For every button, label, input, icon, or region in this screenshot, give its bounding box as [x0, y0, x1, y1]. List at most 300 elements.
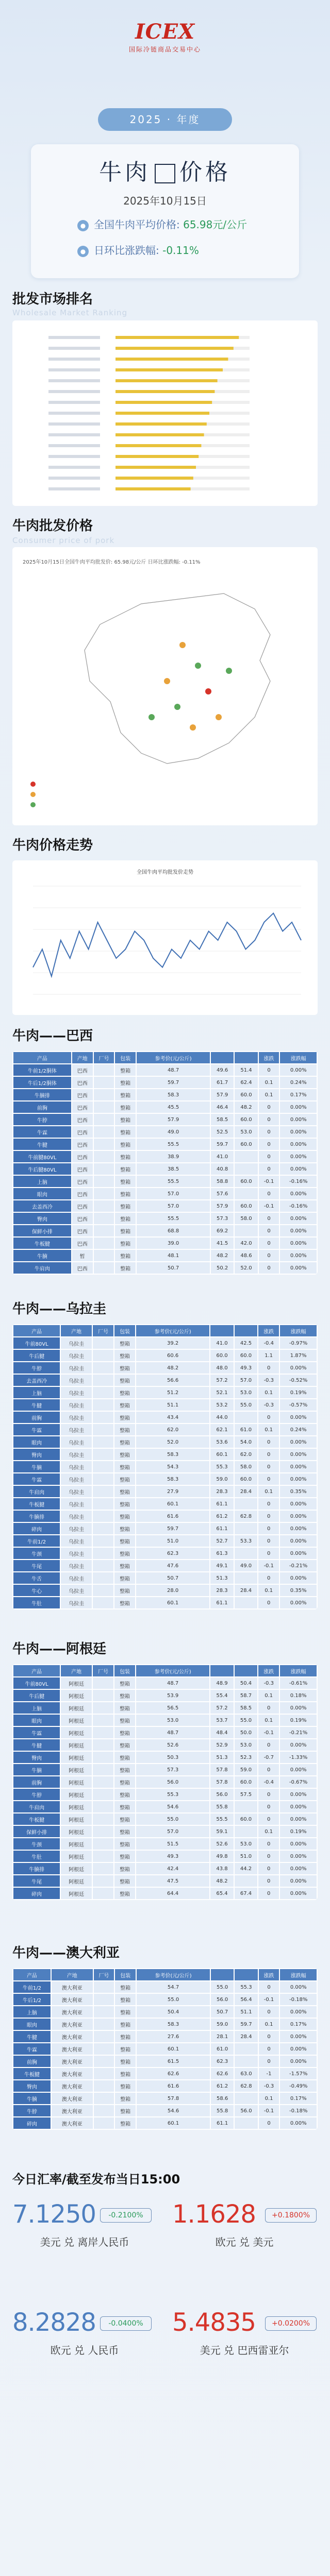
table-cell: 整箱 [115, 1077, 136, 1088]
table-cell: 55.0 [211, 1981, 234, 1993]
table-cell: 0 [258, 1851, 279, 1862]
table-cell [235, 1826, 257, 1837]
table-cell: 1.87% [280, 1350, 317, 1361]
table-cell: 50.7 [211, 2006, 234, 2018]
table-cell: 阿根廷 [61, 1814, 92, 1825]
table-cell: 49.3 [136, 1851, 209, 1862]
table-cell [235, 2117, 257, 2129]
rank-label-placeholder [48, 444, 100, 447]
table-cell: 57.3 [136, 1764, 209, 1775]
table-cell: -0.1 [258, 1727, 279, 1738]
argentina-table-panel [12, 1664, 318, 1900]
table-cell: 整箱 [115, 1225, 136, 1236]
table-cell: 整箱 [114, 1337, 135, 1349]
table-cell: 39.2 [136, 1337, 209, 1349]
table-cell: 整箱 [115, 1188, 136, 1199]
table-cell: 60.0 [235, 1350, 257, 1361]
table-cell: 55.3 [210, 1461, 233, 1472]
table-cell: 41.5 [211, 1238, 234, 1249]
table-cell: 61.2 [211, 2080, 234, 2092]
table-cell: 54.0 [235, 1436, 257, 1448]
table-cell: 0 [259, 1101, 279, 1113]
table-row [13, 1375, 317, 1386]
table-cell: 阿根廷 [61, 1677, 92, 1689]
table-header: 涨跌幅 [280, 1665, 317, 1676]
table-cell: 60.1 [136, 1498, 209, 1510]
table-cell [94, 2117, 114, 2129]
table-cell: 牛腱 [13, 1739, 60, 1751]
table-cell [93, 1888, 113, 1899]
table-cell: 牛肩肉 [13, 1801, 60, 1812]
table-cell: 28.3 [210, 1585, 233, 1596]
table-cell: 0.24% [280, 1077, 317, 1088]
table-cell: 54.6 [136, 1801, 209, 1812]
table-cell: 整箱 [114, 1362, 135, 1374]
table-cell [235, 1548, 257, 1559]
table-cell: 0.00% [280, 1412, 317, 1423]
table-cell: 眼肉 [13, 1715, 60, 1726]
table-cell: 57.2 [210, 1702, 233, 1714]
table-cell: 澳大利亚 [52, 2068, 93, 2079]
table-cell: 62.4 [235, 1077, 257, 1088]
table-row [13, 1511, 317, 1522]
table-row [13, 1851, 317, 1862]
table-cell: 53.2 [210, 1399, 233, 1411]
fx-change: +0.0200% [265, 2316, 317, 2331]
table-row [13, 1994, 317, 2005]
table-cell: 澳大利亚 [52, 2093, 93, 2104]
table-cell: 整箱 [114, 1449, 135, 1460]
table-cell: 48.7 [137, 1064, 210, 1076]
table-header: 厂号 [94, 1969, 114, 1980]
table-cell: 49.0 [137, 1126, 210, 1138]
table-cell: 0 [258, 1801, 279, 1812]
table-cell: 44.0 [210, 1412, 233, 1423]
table-cell: 牛尾 [13, 1560, 60, 1571]
logo-mark: ICEX [135, 20, 195, 44]
table-cell: 68.8 [137, 1225, 210, 1236]
table-cell: 62.6 [137, 2068, 210, 2079]
table-cell: -0.67% [280, 1776, 317, 1788]
report-date: 2025年10月15日 [123, 195, 207, 207]
fx-label: 美元 兑 离岸人民币 [40, 2236, 129, 2248]
table-cell: 51.0 [136, 1535, 209, 1547]
rank-label-placeholder [48, 347, 100, 350]
table-cell [94, 1981, 114, 1993]
table-cell: 0.1 [258, 1715, 279, 1726]
table-cell [93, 1702, 113, 1714]
table-cell: 整箱 [115, 1262, 136, 1274]
table-cell [93, 1585, 113, 1596]
table-cell: 牛霖 [13, 2043, 51, 2055]
rank-label-placeholder [48, 336, 100, 339]
table-cell: 整箱 [114, 1548, 135, 1559]
table-cell: 整箱 [114, 1888, 135, 1899]
table-cell: 0.00% [280, 2056, 317, 2067]
table-cell: 0.00% [280, 1875, 317, 1887]
info-dot-icon: ● [77, 220, 89, 231]
table-cell: 49.6 [211, 1064, 234, 1076]
table-cell: 40.8 [211, 1163, 234, 1175]
table-cell: 整箱 [115, 2093, 136, 2104]
table-cell: 55.4 [210, 1690, 233, 1701]
table-cell: 51.3 [210, 1572, 233, 1584]
table-cell: 61.6 [137, 2080, 210, 2092]
table-cell: 51.4 [235, 1064, 257, 1076]
table-cell: 0.19% [280, 1715, 317, 1726]
table-cell: 55.8 [210, 1801, 233, 1812]
table-header: 产地 [52, 1969, 93, 1980]
table-cell: -0.21% [280, 1727, 317, 1738]
table-cell: 阿根廷 [61, 1727, 92, 1738]
table-header: 涨跌幅 [280, 1052, 317, 1063]
table-cell: 牛心 [13, 1585, 60, 1596]
table-cell: 55.5 [137, 1176, 210, 1187]
table-cell: 牛腩 [13, 1461, 60, 1472]
table-cell: 0 [259, 1126, 279, 1138]
summary-card [31, 144, 299, 278]
table-cell: 牛前1/2胴体 [13, 1064, 71, 1076]
table-cell: 0 [258, 1814, 279, 1825]
table-cell: 乌拉圭 [61, 1486, 92, 1497]
table-cell: 整箱 [115, 2031, 136, 2042]
table-cell: 0 [258, 1436, 279, 1448]
rank-bar [116, 401, 212, 404]
section-title-ranking: 批发市场排名 [12, 292, 93, 307]
table-cell: 39.0 [137, 1238, 210, 1249]
table-cell: 澳大利亚 [52, 1994, 93, 2005]
table-cell: 61.6 [136, 1511, 209, 1522]
table-row [13, 1498, 317, 1510]
table-row [13, 1399, 317, 1411]
table-cell: 阿根廷 [61, 1776, 92, 1788]
table-cell: 0.35% [280, 1585, 317, 1596]
table-cell: 牛前1/2 [13, 1535, 60, 1547]
table-header [211, 1969, 234, 1980]
table-row [13, 1838, 317, 1850]
table-cell: 0.00% [280, 1114, 317, 1125]
table-cell: 0.00% [280, 1213, 317, 1224]
table-cell [94, 1250, 114, 1261]
table-cell: 整箱 [115, 1114, 136, 1125]
table-cell: 27.9 [136, 1486, 209, 1497]
table-cell: 整箱 [115, 1994, 136, 2005]
table-row [13, 1776, 317, 1788]
table-cell: 58.5 [211, 1114, 234, 1125]
table-cell: 去盖西冷 [13, 1375, 60, 1386]
table-cell: -0.57% [280, 1399, 317, 1411]
table-cell [93, 1814, 113, 1825]
table-cell [94, 1262, 114, 1274]
table-cell: 0 [259, 1981, 279, 1993]
fx-box [12, 2308, 157, 2360]
uruguay-table-panel [12, 1324, 318, 1609]
table-cell: 56.4 [235, 1994, 257, 2005]
table-cell: 整箱 [114, 1461, 135, 1472]
table-cell: 整箱 [114, 1511, 135, 1522]
table-cell: 50.7 [137, 1262, 210, 1274]
table-cell: 27.6 [137, 2031, 210, 2042]
rank-label-placeholder [48, 401, 100, 404]
table-cell: 60.1 [136, 1597, 209, 1608]
table-cell: 0.00% [280, 1461, 317, 1472]
table-cell: 阿根廷 [61, 1752, 92, 1763]
table-cell: -0.49% [280, 2080, 317, 2092]
table-cell: 0.1 [258, 1424, 279, 1435]
table-cell: 0.17% [280, 2019, 317, 2030]
table-cell: 47.5 [136, 1875, 209, 1887]
table-cell [94, 1064, 114, 1076]
table-cell: 整箱 [115, 2006, 136, 2018]
table-cell: 整箱 [115, 2080, 136, 2092]
table-cell [93, 1523, 113, 1534]
table-cell: 整箱 [114, 1690, 135, 1701]
table-row [13, 2031, 317, 2042]
table-cell: 64.4 [136, 1888, 209, 1899]
table-cell: -0.18% [280, 2105, 317, 2116]
year-banner: 2025 · 年度 [98, 108, 232, 131]
table-row [13, 2056, 317, 2067]
table-cell: 阿根廷 [61, 1764, 92, 1775]
table-cell: 巴西 [72, 1126, 93, 1138]
table-cell: 48.2 [210, 1875, 233, 1887]
table-cell: 63.0 [235, 2068, 257, 2079]
table-cell: 0 [258, 1412, 279, 1423]
table-cell: -0.3 [258, 1375, 279, 1386]
table-cell: 55.3 [136, 1789, 209, 1800]
table-cell [235, 1498, 257, 1510]
rank-label-placeholder [48, 390, 100, 393]
table-cell: 0.00% [280, 2006, 317, 2018]
table-cell: 61.7 [211, 1077, 234, 1088]
table-cell: 0 [259, 2043, 279, 2055]
table-header: 参考价(元/公斤) [137, 1969, 210, 1980]
table-cell: 50.4 [235, 1677, 257, 1689]
table-cell [93, 1739, 113, 1751]
table-row [13, 1139, 317, 1150]
table-cell: 牛前1/2 [13, 1981, 51, 1993]
table-cell: 60.0 [235, 1200, 257, 1212]
table-cell: 0.00% [280, 1362, 317, 1374]
table-header [235, 1969, 257, 1980]
trend-chart-title: 全国牛肉平均批发价走势 [137, 870, 193, 875]
table-cell [93, 1727, 113, 1738]
table-cell: 60.0 [235, 1089, 257, 1100]
table-cell: 1.1 [258, 1350, 279, 1361]
table-header: 产品 [13, 1969, 51, 1980]
table-row [13, 1200, 317, 1212]
table-cell [94, 2043, 114, 2055]
table-cell [94, 2080, 114, 2092]
table-header: 参考价(元/公斤) [136, 1325, 209, 1336]
table-cell: 0.19% [280, 1387, 317, 1398]
table-cell [93, 1548, 113, 1559]
table-row [13, 1077, 317, 1088]
table-cell: 60.0 [235, 1473, 257, 1485]
section-title-uruguay: 牛肉——乌拉圭 [12, 1301, 107, 1317]
table-header: 涨跌幅 [280, 1969, 317, 1980]
table-cell: 整箱 [114, 1486, 135, 1497]
table-row [13, 1387, 317, 1398]
table-cell [235, 1225, 257, 1236]
table-cell: 澳大利亚 [52, 2117, 93, 2129]
table-cell [94, 1213, 114, 1224]
table-header: 产品 [13, 1325, 60, 1336]
table-cell: 28.1 [211, 2031, 234, 2042]
table-cell: 阿根廷 [61, 1875, 92, 1887]
table-cell: 整箱 [114, 1715, 135, 1726]
table-cell [94, 1089, 114, 1100]
table-cell: -1.57% [280, 2068, 317, 2079]
table-cell: 28.3 [210, 1486, 233, 1497]
table-cell: 乌拉圭 [61, 1523, 92, 1534]
table-cell: 牛颈 [13, 1838, 60, 1850]
table-cell: 58.6 [211, 2093, 234, 2104]
table-cell [93, 1535, 113, 1547]
table-cell: 保鲜小排 [13, 1826, 60, 1837]
rank-label-placeholder [48, 433, 100, 436]
table-cell [235, 1151, 257, 1162]
section-title-australia: 牛肉——澳大利亚 [12, 1945, 120, 1961]
table-cell: 牛尾 [13, 1875, 60, 1887]
table-cell: 60.1 [137, 2117, 210, 2129]
table-cell [235, 2043, 257, 2055]
table-cell: 56.0 [136, 1776, 209, 1788]
table-cell: 巴西 [72, 1139, 93, 1150]
table-cell: 54.6 [137, 2105, 210, 2116]
table-cell: 牛腱 [13, 1399, 60, 1411]
table-cell: -0.16% [280, 1200, 317, 1212]
table-cell: 48.2 [235, 1101, 257, 1113]
table-cell: 牛后腱80VL [13, 1163, 71, 1175]
table-cell [235, 1875, 257, 1887]
table-header: 厂号 [94, 1052, 114, 1063]
table-cell: 57.0 [137, 1200, 210, 1212]
table-cell: 55.5 [137, 1139, 210, 1150]
table-header: 涨跌 [258, 1325, 279, 1336]
section-subtitle-wholesale: Consumer price of pork [12, 536, 115, 545]
table-cell [94, 1188, 114, 1199]
fx-label: 美元 兑 巴西雷亚尔 [200, 2344, 289, 2357]
table-cell: 53.6 [210, 1436, 233, 1448]
table-cell: 0 [258, 1888, 279, 1899]
table-row [13, 2117, 317, 2129]
table-cell: 51.1 [136, 1399, 209, 1411]
table-cell: 46.4 [211, 1101, 234, 1113]
table-cell: 牛脖 [13, 1789, 60, 1800]
rank-bar [116, 347, 234, 350]
table-cell: 52.0 [235, 1262, 257, 1274]
rank-bar [116, 444, 201, 447]
table-row [13, 2093, 317, 2104]
table-cell: 阿根廷 [61, 1826, 92, 1837]
rank-bar [116, 358, 228, 361]
logo [0, 20, 330, 54]
table-cell: 乌拉圭 [61, 1597, 92, 1608]
table-cell: 整箱 [114, 1498, 135, 1510]
table-cell: -0.1 [259, 1994, 279, 2005]
table-cell [93, 1461, 113, 1472]
table-cell: 58.8 [211, 1176, 234, 1187]
table-cell: 0.00% [280, 1572, 317, 1584]
table-cell: 整箱 [115, 1101, 136, 1113]
table-cell: 0 [259, 1225, 279, 1236]
table-cell: 整箱 [115, 1250, 136, 1261]
table-cell [93, 1851, 113, 1862]
table-cell: 60.0 [235, 1176, 257, 1187]
table-cell: 0.00% [280, 1163, 317, 1175]
table-cell: 0.1 [258, 1690, 279, 1701]
table-cell: 0.35% [280, 1486, 317, 1497]
table-cell [93, 1572, 113, 1584]
table-row [13, 1064, 317, 1076]
table-cell: 整箱 [114, 1801, 135, 1812]
table-cell: 48.2 [211, 1250, 234, 1261]
table-cell: 整箱 [115, 2043, 136, 2055]
table-cell: 牛霖 [13, 1126, 71, 1138]
table-cell: 54.7 [137, 1981, 210, 1993]
table-cell: 前胸 [13, 1101, 71, 1113]
table-row [13, 1752, 317, 1763]
table-cell [93, 1560, 113, 1571]
table-row [13, 1412, 317, 1423]
table-cell: 整箱 [114, 1585, 135, 1596]
table-cell: -0.16% [280, 1176, 317, 1187]
table-cell: 61.2 [210, 1511, 233, 1522]
table-cell: 0.00% [280, 1981, 317, 1993]
fx-label: 欧元 兑 美元 [215, 2236, 274, 2248]
table-cell: 67.4 [235, 1888, 257, 1899]
table-cell: 乌拉圭 [61, 1412, 92, 1423]
table-cell: 61.1 [210, 1498, 233, 1510]
table-cell: 牛舌 [13, 1572, 60, 1584]
table-cell: 乌拉圭 [61, 1362, 92, 1374]
table-cell [93, 1387, 113, 1398]
table-cell: 整箱 [114, 1387, 135, 1398]
china-map [12, 547, 318, 825]
table-cell: 62.8 [235, 1511, 257, 1522]
table-cell: 57.0 [137, 1188, 210, 1199]
table-cell [93, 1498, 113, 1510]
table-cell [94, 1176, 114, 1187]
table-cell: 57.8 [210, 1776, 233, 1788]
table-row [13, 1424, 317, 1435]
table-cell [235, 1801, 257, 1812]
rank-bar [116, 433, 204, 436]
table-cell: 牛肩肉 [13, 1262, 71, 1274]
table-cell [93, 1838, 113, 1850]
table-cell: 牛肚 [13, 1851, 60, 1862]
table-cell: 整箱 [114, 1350, 135, 1361]
title-box-icon [155, 164, 175, 183]
table-cell: 乌拉圭 [61, 1473, 92, 1485]
table-cell: 牛后腱 [13, 1690, 60, 1701]
table-cell: 整箱 [114, 1739, 135, 1751]
table-cell: 整箱 [115, 1200, 136, 1212]
table-row [13, 1350, 317, 1361]
table-cell: 0.00% [280, 1838, 317, 1850]
table-cell: 54.3 [136, 1461, 209, 1472]
table-cell: 60.1 [210, 1449, 233, 1460]
table-cell: 前胸 [13, 1776, 60, 1788]
map-caption: 2025年10月15日全国牛肉平均批发价: 65.98元/公斤 日环比涨跌幅: -0.11% [23, 560, 201, 565]
table-cell: 乌拉圭 [61, 1572, 92, 1584]
table-cell: 澳大利亚 [52, 2043, 93, 2055]
table-cell [93, 1597, 113, 1608]
table-cell: 59.7 [211, 1139, 234, 1150]
table-header [235, 1665, 257, 1676]
table-row [13, 1176, 317, 1187]
